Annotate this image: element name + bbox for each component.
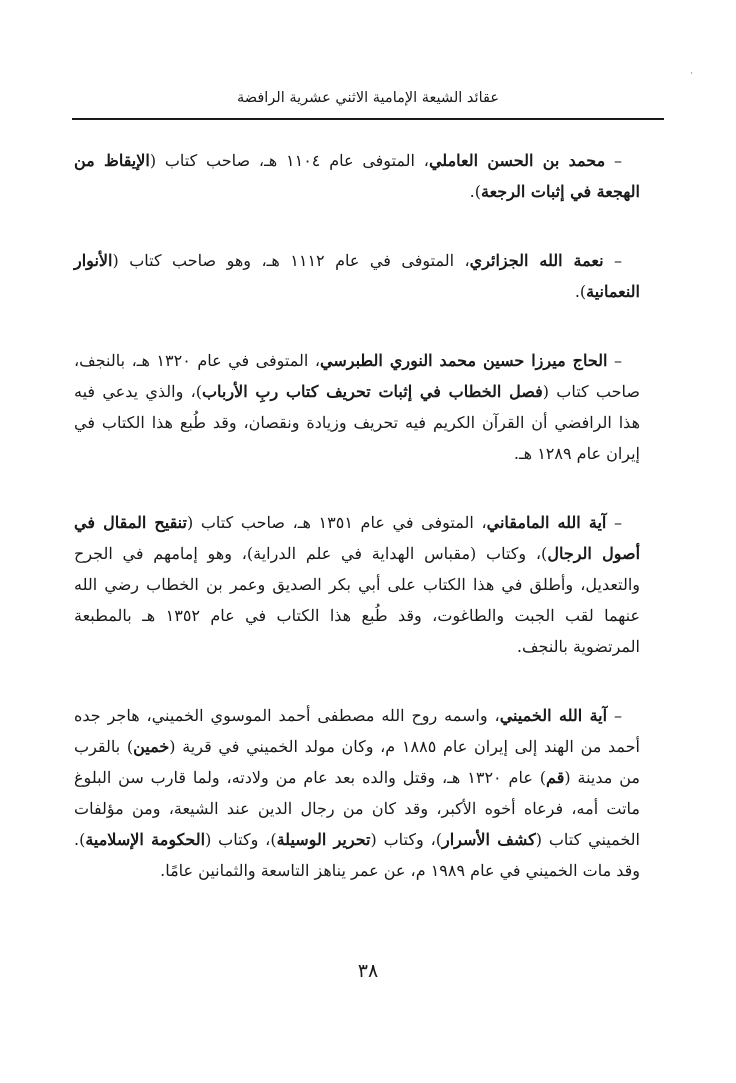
- entry-dash: –: [606, 513, 622, 532]
- entry-dash: –: [607, 351, 623, 370]
- running-header: عقائد الشيعة الإمامية الاثني عشرية الرافضة: [237, 90, 499, 106]
- header-divider: [72, 118, 664, 120]
- person-name: محمد بن الحسن العاملي: [428, 151, 606, 170]
- book-title: فصل الخطاب في إثبات تحريف كتاب ربِ الأرباب: [201, 382, 543, 401]
- book-title: الأنوار النعمانية: [74, 251, 640, 301]
- entry-dash: –: [603, 251, 622, 270]
- entry-text: ).: [469, 182, 481, 201]
- book-title: تحرير الوسيلة: [276, 830, 371, 849]
- book-title: الحكومة الإسلامية: [85, 830, 206, 849]
- entry-khomeini: [74, 700, 640, 886]
- entry-text: ). وقد مات الخميني في عام ١٩٨٩ م، عن عمر يناهز التاسعة والثمانين عامًا.: [74, 830, 640, 880]
- entry-text: ) بالقرب من مدينة (: [74, 737, 641, 787]
- person-name: الحاج ميرزا حسين محمد النوري الطبرسي: [320, 351, 608, 370]
- entry-text: ، المتوفى عام ١١٠٤ هـ، صاحب كتاب (: [149, 151, 429, 170]
- scan-mark: ˙: [689, 72, 694, 83]
- book-title: تنقيح المقال في أصول الرجال: [74, 513, 641, 563]
- entry-text: ، المتوفى في عام ١٣٢٠ هـ، بالنجف، صاحب كتاب (: [74, 351, 640, 401]
- entry-text: )، وكتاب (مقباس الهداية في علم الدراية)، وهو إمامهم في الجرح والتعديل، وأطلق في هذا الكتاب على أبي بكر الصديق وعمر بن الخطاب رضي الله عنهما لقب الجبت والطاغوت، وقد طُبع هذا الكتاب في عام ١٣٥٢ هـ بالمطبعة المرتضوية بالنجف.: [74, 544, 640, 656]
- book-title: كشف الأسرار: [441, 830, 536, 849]
- entry-text: ) عام ١٣٢٠ هـ، وقتل والده بعد عام من ولادته، ولما قارب سن البلوغ ماتت أمه، فرعاه أخوه الأكبر، وقد كان من رجال الدين عند الشيعة، ومن مؤلفات الخميني كتاب (: [74, 768, 641, 849]
- entry-dash: –: [605, 151, 623, 170]
- place-name: خمين: [133, 737, 170, 756]
- page-number: ٣٨: [357, 960, 379, 982]
- entry-text: ، واسمه روح الله مصطفى أحمد الموسوي الخميني، هاجر جده أحمد من الهند إلى إيران عام ١٨٨٥ م، وكان مولد الخميني في قرية (: [74, 706, 641, 756]
- entry-dash: –: [607, 706, 623, 725]
- entry-text: ، المتوفى في عام ١٣٥١ هـ، صاحب كتاب (: [186, 513, 487, 532]
- person-name: آية الله الخميني: [499, 706, 608, 725]
- entry-text: )، وكتاب (: [370, 830, 442, 849]
- entry-text: )، وكتاب (: [205, 830, 277, 849]
- page-body: [74, 145, 640, 886]
- entry-text: ).: [574, 282, 587, 301]
- entry-text: )، والذي يدعي فيه هذا الرافضي أن القرآن الكريم فيه تحريف وزيادة ونقصان، وقد طُبع هذا الكتاب في إيران عام ١٢٨٩ هـ.: [74, 382, 640, 463]
- entry-text: ، المتوفى في عام ١١١٢ هـ، وهو صاحب كتاب (: [112, 251, 470, 270]
- entry-al-jazairi: [74, 245, 640, 307]
- book-title: الإيقاظ من الهجعة في إثبات الرجعة: [74, 151, 640, 201]
- entry-al-nuri: [74, 345, 640, 469]
- place-name: قم: [546, 768, 565, 787]
- person-name: آية الله المامقاني: [486, 513, 607, 532]
- entry-al-mamaqani: [74, 507, 640, 662]
- entry-al-amili: [74, 145, 640, 207]
- person-name: نعمة الله الجزائري: [469, 251, 604, 270]
